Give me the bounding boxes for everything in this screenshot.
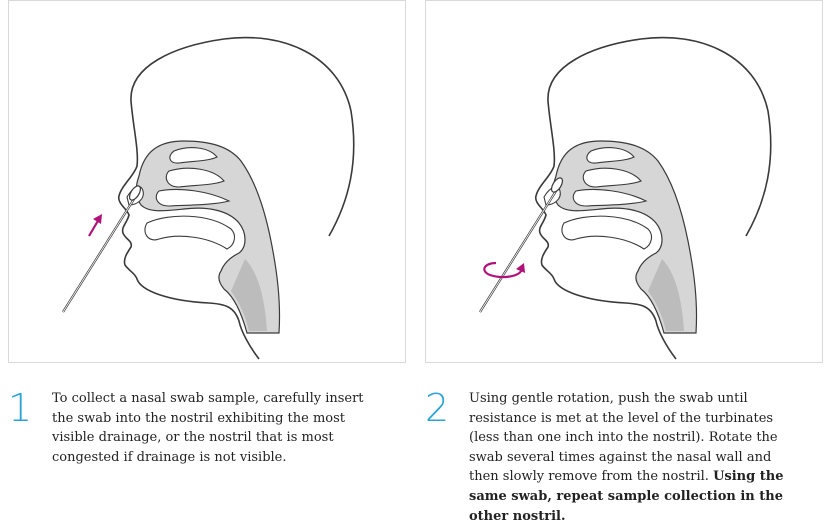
- step-instructions: [469, 389, 799, 526]
- head-profile-swab-insert-icon: [9, 1, 405, 362]
- step-number: 1: [8, 386, 33, 430]
- insert-arrow-icon: [89, 214, 102, 236]
- step-bold-text: Using the same swab, repeat sample collection in the other nostril.: [469, 469, 784, 524]
- illustration-panel-2: [425, 0, 823, 363]
- step-text: To collect a nasal swab sample, carefully insert the swab into the nostril exhibiting the most visible drainage, or the nostril that is most congested if drainage is not visible.: [52, 391, 364, 465]
- step-instructions: [52, 389, 382, 467]
- palate: [562, 216, 652, 249]
- illustration-panel-1: [8, 0, 406, 363]
- step-text: Using gentle rotation, push the swab until resistance is met at the level of the turbinates (less than one inch into the nostril). Rotate the swab several times against the nasal wall and then slowly remove from the nostril.: [469, 391, 778, 485]
- palate: [145, 216, 235, 249]
- rotate-arrow-icon: [484, 263, 525, 277]
- step-number: 2: [425, 386, 450, 430]
- head-profile-swab-rotate-icon: [426, 1, 822, 362]
